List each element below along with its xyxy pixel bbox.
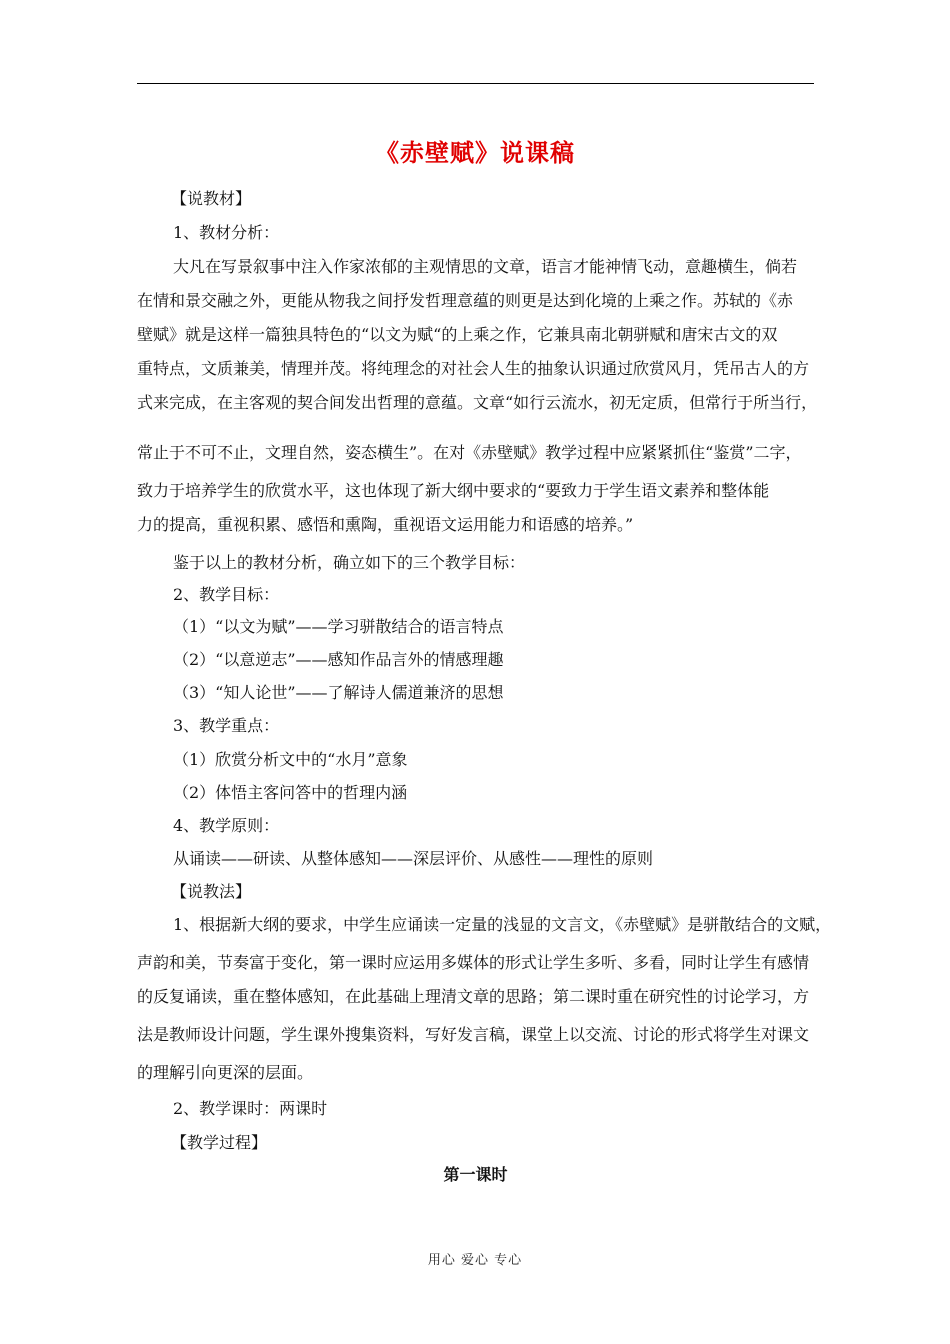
goal-item: （1）“以文为赋”——学习骈散结合的语言特点 xyxy=(173,617,504,636)
goal-item: （2）“以意逆志”——感知作品言外的情感理趣 xyxy=(173,650,504,669)
paragraph-line: 致力于培养学生的欣赏水平，这也体现了新大纲中要求的“要致力于学生语文素养和整体能 xyxy=(137,481,770,500)
section-heading-teaching-material: 【说教材】 xyxy=(171,189,252,208)
page-footer: 用心 爱心 专心 xyxy=(427,1253,523,1268)
focus-item: （1）欣赏分析文中的“水月”意象 xyxy=(173,750,408,769)
paragraph-line: 常止于不可不止，文理自然，姿态横生”。在对《赤壁赋》教学过程中应紧紧抓住“鉴赏”二字， xyxy=(137,443,802,462)
lesson-heading: 第一课时 xyxy=(443,1165,508,1184)
paragraph-line: 大凡在写景叙事中注入作家浓郁的主观情思的文章，语言才能神情飞动，意趣横生，倘若 xyxy=(173,257,798,276)
header-rule xyxy=(137,83,814,84)
item-material-analysis: 1、教材分析： xyxy=(173,223,280,242)
paragraph-line: 重特点，文质兼美，情理并茂。将纯理念的对社会人生的抽象认识通过欣赏风月，凭吊古人的方 xyxy=(137,359,810,378)
item-teaching-principle: 4、教学原则： xyxy=(173,816,280,835)
item-teaching-focus: 3、教学重点： xyxy=(173,716,280,735)
paragraph-line: 的反复诵读，重在整体感知，在此基础上理清文章的思路；第二课时重在研究性的讨论学习，方 xyxy=(137,987,810,1006)
paragraph-line: 壁赋》就是这样一篇独具特色的“以文为赋“的上乘之作，它兼具南北朝骈赋和唐宋古文的双 xyxy=(137,325,778,344)
paragraph-line: 力的提高，重视积累、感悟和熏陶，重视语文运用能力和语感的培养。” xyxy=(137,515,634,534)
principle-text: 从诵读——研读、从整体感知——深层评价、从感性——理性的原则 xyxy=(173,849,654,868)
paragraph-line: 1、根据新大纲的要求，中学生应诵读一定量的浅显的文言文，《赤壁赋》是骈散结合的文赋， xyxy=(173,915,832,934)
goal-item: （3）“知人论世”——了解诗人儒道兼济的思想 xyxy=(173,683,504,702)
paragraph-line: 式来完成，在主客观的契合间发出哲理的意蕴。文章“如行云流水，初无定质，但常行于所当行， xyxy=(137,393,818,412)
paragraph-line: 鉴于以上的教材分析，确立如下的三个教学目标： xyxy=(173,553,526,572)
item-teaching-goals: 2、教学目标： xyxy=(173,585,280,604)
page-title: 《赤壁赋》说课稿 xyxy=(375,139,575,167)
section-heading-teaching-method: 【说教法】 xyxy=(171,882,252,901)
paragraph-line: 的理解引向更深的层面。 xyxy=(137,1063,314,1082)
paragraph-line: 法是教师设计问题，学生课外搜集资料，写好发言稿，课堂上以交流、讨论的形式将学生对课文 xyxy=(137,1025,810,1044)
paragraph-line: 声韵和美，节奏富于变化，第一课时应运用多媒体的形式让学生多听、多看，同时让学生有感情 xyxy=(137,953,810,972)
item-class-hours: 2、教学课时：两课时 xyxy=(173,1099,328,1118)
section-heading-teaching-process: 【教学过程】 xyxy=(171,1133,268,1152)
focus-item: （2）体悟主客问答中的哲理内涵 xyxy=(173,783,408,802)
paragraph-line: 在情和景交融之外，更能从物我之间抒发哲理意蕴的则更是达到化境的上乘之作。苏轼的《赤 xyxy=(137,291,794,310)
